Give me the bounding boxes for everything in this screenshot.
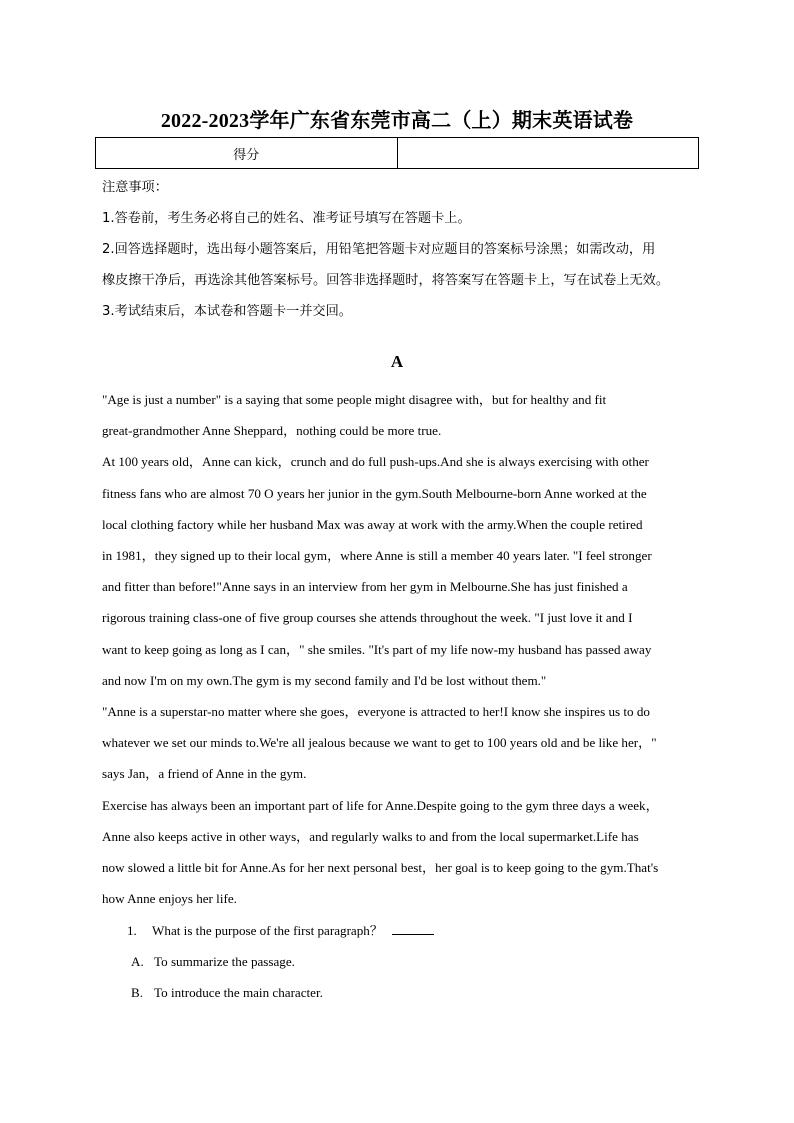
notice-line: 2.回答选择题时，选出每小题答案后，用铅笔把答题卡对应题目的答案标号涂黑；如需改动，用 (102, 242, 656, 257)
option-label: B. (131, 985, 144, 1001)
question-number: 1. (127, 923, 137, 938)
page-title: 2022-2023学年广东省东莞市高二（上）期末英语试卷 (160, 110, 634, 132)
passage-line: At 100 years old，Anne can kick，crunch and do full push-ups.And she is always exercising with other (102, 454, 649, 470)
passage-line: Anne also keeps active in other ways，and regularly walks to and from the local supermarket.Life has (102, 828, 639, 844)
option-text: To summarize the passage. (154, 954, 295, 970)
passage-line: and fitter than before!"Anne says in an interview from her gym in Melbourne.She has just finished a (102, 579, 628, 595)
passage-line: "Age is just a number" is a saying that some people might disagree with，but for healthy and fit (102, 392, 607, 407)
notice-line: 1.答卷前，考生务必将自己的姓名、准考证号填写在答题卡上。 (102, 211, 471, 226)
score-table (95, 137, 699, 169)
score-label: 得分 (96, 138, 398, 169)
passage-line: in 1981，they signed up to their local gym，where Anne is still a member 40 years later. "I feel stronger (102, 548, 652, 564)
reading-passage (102, 384, 702, 914)
question-1 (127, 915, 687, 1009)
score-value (397, 138, 699, 169)
notice-line: 橡皮擦干净后，再选涂其他答案标号。回答非选择题时，将答案写在答题卡上，写在试卷上无效。 (102, 273, 670, 288)
passage-line: fitness fans who are almost 70 O years her junior in the gym.South Melbourne-born Anne worked at the (102, 485, 647, 501)
option-text: To introduce the main character. (154, 985, 323, 1001)
passage-line: local clothing factory while her husband Max was away at work with the army.When the couple retired (102, 516, 643, 532)
option-b (127, 977, 687, 1008)
question-stem (127, 915, 687, 946)
notice-heading: 注意事项： (102, 180, 168, 195)
passage-line: and now I'm on my own.The gym is my second family and I'd be lost without them." (102, 672, 547, 688)
question-text: What is the purpose of the first paragraph？ (152, 923, 383, 938)
passage-line: Exercise has always been an important part of life for Anne.Despite going to the gym three days a week， (102, 797, 659, 813)
passage-line: want to keep going as long as I can，" she smiles. "It's part of my life now-my husband has passed away (102, 641, 652, 657)
notice-line: 3.考试结束后，本试卷和答题卡一并交回。 (102, 304, 352, 319)
passage-line: rigorous training class-one of five group courses she attends throughout the week. "I just love it and I (102, 610, 633, 626)
answer-blank (392, 924, 434, 935)
notice-section (102, 172, 712, 327)
section-heading: A (390, 352, 404, 371)
passage-line: says Jan，a friend of Anne in the gym. (102, 766, 307, 782)
passage-line: "Anne is a superstar-no matter where she goes，everyone is attracted to her!I know she inspires us to do (102, 704, 650, 720)
passage-line: great-grandmother Anne Sheppard，nothing could be more true. (102, 423, 442, 439)
passage-line: now slowed a little bit for Anne.As for her next personal best，her goal is to keep going to the gym.That's (102, 860, 659, 876)
passage-line: whatever we set our minds to.We're all jealous because we want to get to 100 years old and be like her，" (102, 735, 657, 751)
option-label: A. (131, 954, 144, 970)
passage-line: how Anne enjoys her life. (102, 891, 237, 907)
option-a (127, 946, 687, 977)
